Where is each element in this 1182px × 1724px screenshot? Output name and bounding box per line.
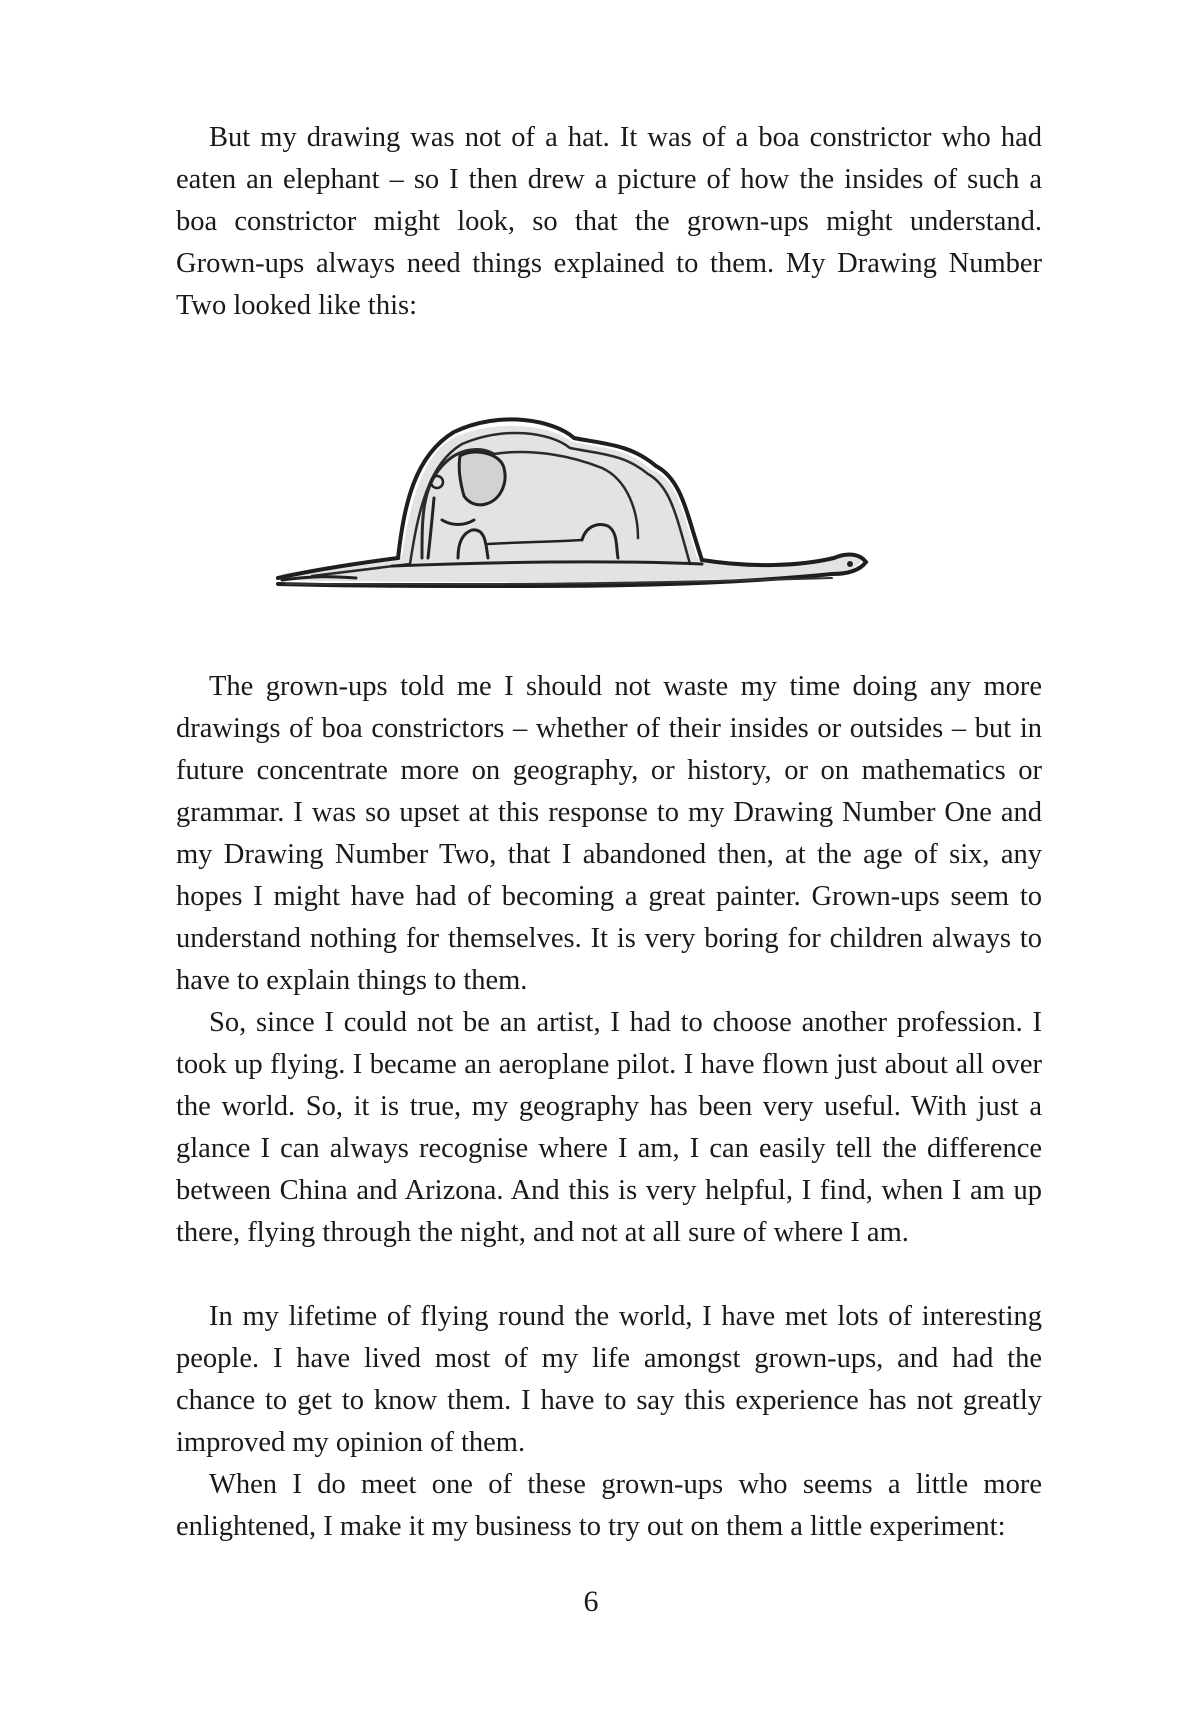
paragraph-grown-ups-advice: The grown-ups told me I should not waste my time doing any more drawings of boa constrictors – whether of their insides or outsides – but in future concentrate more on geography, or history, or on mathematics or grammar. I was so upset at this response to my Drawing Number One and my Drawing Number Two, that I abandoned then, at the age of six, any hopes I might have had of becoming a great painter. Grown-ups seem to understand nothing for themselves. It is very boring for children always to have to explain things to them. [176, 671, 1042, 996]
boa-elephant-drawing [272, 408, 932, 598]
paragraph-met-grown-ups: In my lifetime of flying round the world, I have met lots of interesting people. I have lived most of my life amongst grown-ups, and had the chance to get to know them. I have to say this experience has not greatly improved my opinion of them. [176, 1301, 1042, 1458]
illustration-boa-constrictor-digesting-elephant [272, 408, 932, 598]
page-number: 6 [583, 1585, 599, 1618]
paragraph-experiment: When I do meet one of these grown-ups who seems a little more enlightened, I make it my business to try out on them a little experiment: [176, 1469, 1042, 1542]
paragraph-drawing-number-two: But my drawing was not of a hat. It was of a boa constrictor who had eaten an elephant – so I then drew a picture of how the insides of such a boa constrictor might look, so that the grown-ups might understand. Grown-ups always need things explained to them. My Drawing Number Two looked like this: [176, 122, 1042, 321]
paragraph-aeroplane-pilot: So, since I could not be an artist, I had to choose another profession. I took up flying. I became an aeroplane pilot. I have flown just about all over the world. So, it is true, my geography has been very useful. With just a glance I can always recognise where I am, I can easily tell the difference between China and Arizona. And this is very helpful, I find, when I am up there, flying through the night, and not at all sure of where I am. [176, 1007, 1042, 1248]
